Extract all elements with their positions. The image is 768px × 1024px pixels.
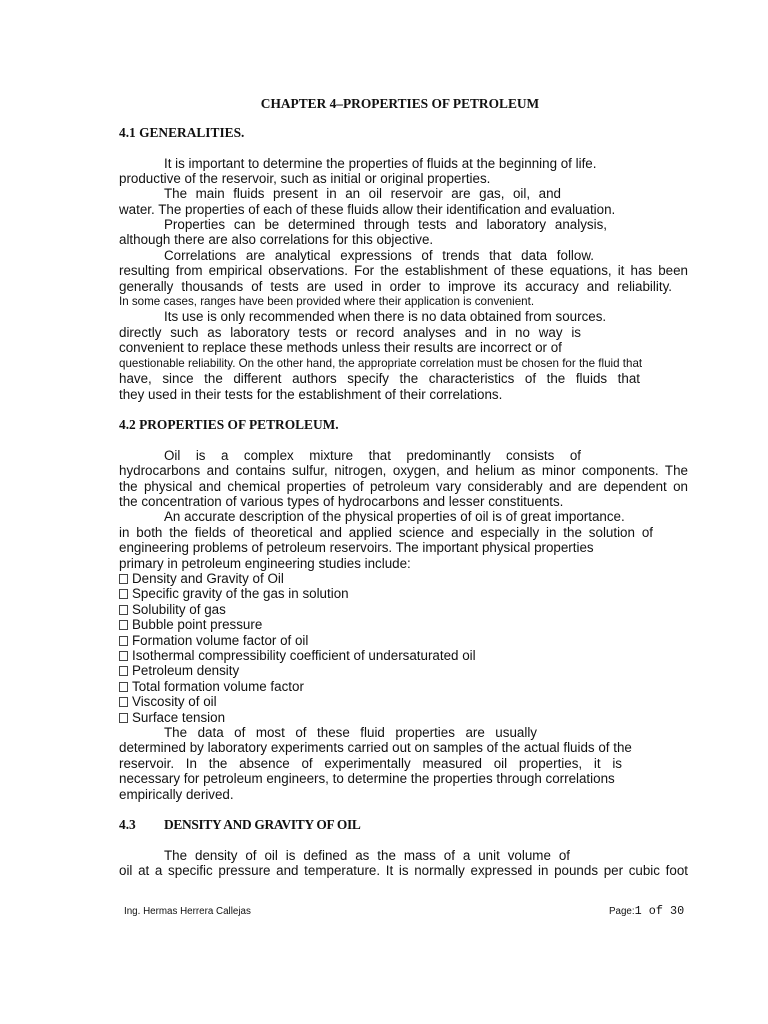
paragraph-line: generally thousands of tests are used in order to improve its accuracy and reliability.: [119, 279, 672, 294]
paragraph-line: resulting from empirical observations. For the establishment of these equations, it has been: [119, 263, 688, 278]
paragraph-line: productive of the reservoir, such as initial or original properties.: [119, 171, 491, 186]
page-value: 1 of 30: [634, 904, 685, 918]
bullet-item: Petroleum density: [119, 663, 688, 679]
paragraph-line: directly such as laboratory tests or record analyses and in no way is: [119, 325, 581, 340]
paragraph-line: water. The properties of each of these fluids allow their identification and evaluation.: [119, 202, 616, 217]
paragraph-line: primary in petroleum engineering studies include:: [119, 556, 411, 571]
paragraph-line: determined by laboratory experiments carried out on samples of the actual fluids of the: [119, 740, 632, 755]
bullet-item: Surface tension: [119, 710, 688, 726]
paragraph-line: The density of oil is defined as the mass of a unit volume of: [164, 848, 570, 863]
bullet-box-icon: [119, 682, 128, 692]
bullet-item: Total formation volume factor: [119, 679, 688, 695]
bullet-item: Isothermal compressibility coefficient of undersaturated oil: [119, 648, 688, 664]
paragraph-line: empirically derived.: [119, 787, 234, 802]
bullet-box-icon: [119, 589, 128, 599]
paragraph-line: Properties can be determined through tests and laboratory analysis,: [164, 217, 607, 232]
bullet-box-icon: [119, 574, 128, 584]
paragraph-line: necessary for petroleum engineers, to determine the properties through correlations: [119, 771, 615, 786]
bullet-box-icon: [119, 697, 128, 707]
bullet-box-icon: [119, 713, 128, 723]
bullet-item: Specific gravity of the gas in solution: [119, 586, 688, 602]
paragraph-line: have, since the different authors specify the characteristics of the fluids that: [119, 371, 640, 386]
paragraph-line: they used in their tests for the establishment of their correlations.: [119, 387, 503, 402]
section-heading-4-1: 4.1 GENERALITIES.: [119, 125, 245, 140]
bullet-item: Solubility of gas: [119, 602, 688, 618]
bullet-box-icon: [119, 605, 128, 615]
bullet-item: Density and Gravity of Oil: [119, 571, 688, 587]
paragraph-line: reservoir. In the absence of experimentally measured oil properties, it is: [119, 756, 622, 771]
page-label: Page:: [609, 906, 635, 917]
paragraph-line: the physical and chemical properties of petroleum vary considerably and are dependent on: [119, 479, 688, 494]
bullet-box-icon: [119, 636, 128, 646]
chapter-title: CHAPTER 4–PROPERTIES OF PETROLEUM: [260, 96, 540, 111]
paragraph-line: questionable reliability. On the other hand, the appropriate correlation must be chosen for the fluid that: [119, 357, 643, 370]
footer-author: Ing. Hermas Herrera Callejas: [124, 906, 251, 917]
bullet-box-icon: [119, 620, 128, 630]
section-number-4-3: 4.3: [119, 817, 136, 832]
paragraph-line: Oil is a complex mixture that predominantly consists of: [164, 448, 581, 463]
bullet-box-icon: [119, 666, 128, 676]
paragraph-line: An accurate description of the physical properties of oil is of great importance.: [164, 509, 625, 524]
paragraph-line: convenient to replace these methods unless their results are incorrect or of: [119, 340, 562, 355]
paragraph-line: the concentration of various types of hydrocarbons and lesser constituents.: [119, 494, 564, 509]
bullet-item: Bubble point pressure: [119, 617, 688, 633]
paragraph-line: oil at a specific pressure and temperature. It is normally expressed in pounds per cubic foot: [119, 863, 688, 878]
section-heading-4-3: DENSITY AND GRAVITY OF OIL: [164, 817, 361, 832]
bullet-item: Viscosity of oil: [119, 694, 688, 710]
paragraph-line: In some cases, ranges have been provided where their application is convenient.: [119, 295, 535, 308]
section-heading-4-2: 4.2 PROPERTIES OF PETROLEUM.: [119, 417, 339, 432]
bullet-box-icon: [119, 651, 128, 661]
paragraph-line: The main fluids present in an oil reservoir are gas, oil, and: [164, 186, 561, 201]
paragraph-line: in both the fields of theoretical and applied science and especially in the solution of: [119, 525, 653, 540]
paragraph-line: The data of most of these fluid properties are usually: [164, 725, 537, 740]
paragraph-line: engineering problems of petroleum reservoirs. The important physical properties: [119, 540, 594, 555]
paragraph-line: hydrocarbons and contains sulfur, nitrogen, oxygen, and helium as minor components. The: [119, 463, 688, 478]
paragraph-line: although there are also correlations for this objective.: [119, 232, 434, 247]
paragraph-line: Correlations are analytical expressions of trends that data follow.: [164, 248, 594, 263]
paragraph-line: It is important to determine the properties of fluids at the beginning of life.: [164, 156, 597, 171]
paragraph-line: Its use is only recommended when there is no data obtained from sources.: [164, 309, 607, 324]
bullet-item: Formation volume factor of oil: [119, 633, 688, 649]
footer-page-number: [609, 904, 684, 918]
